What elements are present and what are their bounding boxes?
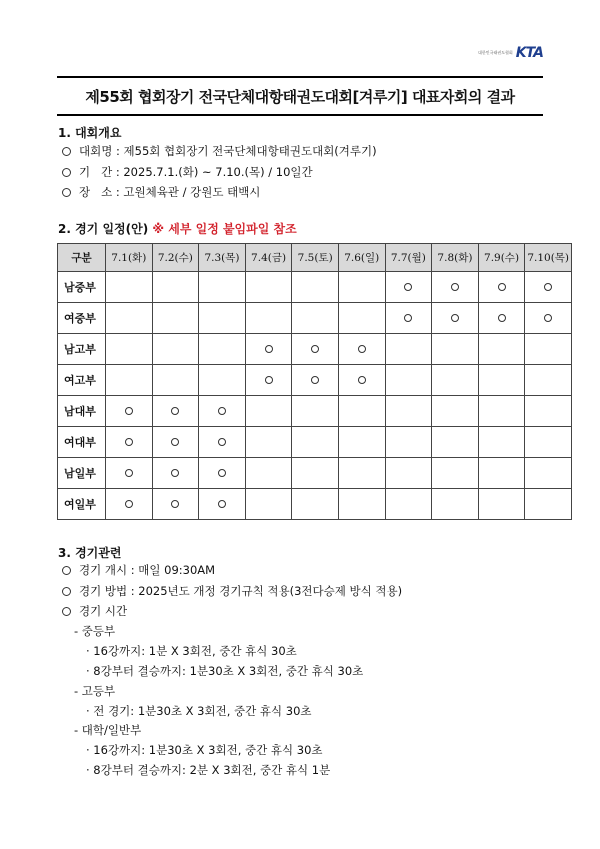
section1-heading: 1. 대회개요 bbox=[58, 126, 122, 140]
group-line: · 16강까지: 1분30초 X 3회전, 중간 휴식 30초 bbox=[86, 743, 323, 757]
circle-mark-icon bbox=[358, 376, 366, 384]
rules-item: 경기 방법 : 2025년도 개정 경기규칙 적용(3전다승제 방식 적용) bbox=[62, 583, 402, 599]
schedule-cell bbox=[292, 334, 339, 365]
column-header-date: 7.6(일) bbox=[338, 244, 385, 272]
schedule-cell bbox=[338, 365, 385, 396]
schedule-cell bbox=[245, 365, 292, 396]
schedule-cell bbox=[338, 427, 385, 458]
column-header-date: 7.5(토) bbox=[292, 244, 339, 272]
schedule-cell bbox=[478, 272, 525, 303]
schedule-cell bbox=[525, 272, 572, 303]
row-label: 남대부 bbox=[58, 396, 106, 427]
schedule-cell bbox=[432, 365, 479, 396]
schedule-cell bbox=[106, 427, 153, 458]
row-label: 여고부 bbox=[58, 365, 106, 396]
table-row bbox=[58, 272, 572, 303]
schedule-cell bbox=[338, 396, 385, 427]
schedule-cell bbox=[292, 272, 339, 303]
schedule-cell bbox=[338, 272, 385, 303]
schedule-cell bbox=[292, 396, 339, 427]
schedule-cell bbox=[106, 365, 153, 396]
circle-bullet-icon bbox=[62, 566, 71, 575]
schedule-cell bbox=[432, 303, 479, 334]
schedule-cell bbox=[106, 303, 153, 334]
schedule-cell bbox=[385, 427, 432, 458]
row-label: 여대부 bbox=[58, 427, 106, 458]
table-row bbox=[58, 334, 572, 365]
circle-bullet-icon bbox=[62, 147, 71, 156]
circle-mark-icon bbox=[125, 500, 133, 508]
overview-item: 장 소 : 고원체육관 / 강원도 태백시 bbox=[62, 184, 260, 200]
section2-heading: 2. 경기 일정(안) ※ 세부 일정 붙임파일 참조 bbox=[58, 222, 297, 236]
schedule-cell bbox=[199, 489, 246, 520]
title-rule-bottom bbox=[57, 114, 543, 116]
schedule-cell bbox=[525, 458, 572, 489]
schedule-cell bbox=[292, 458, 339, 489]
rules-item: 경기 개시 : 매일 09:30AM bbox=[62, 562, 215, 578]
column-header-date: 7.1(화) bbox=[106, 244, 153, 272]
schedule-cell bbox=[152, 272, 199, 303]
schedule-cell bbox=[385, 365, 432, 396]
circle-mark-icon bbox=[311, 345, 319, 353]
circle-mark-icon bbox=[451, 283, 459, 291]
schedule-cell bbox=[525, 427, 572, 458]
schedule-cell bbox=[385, 272, 432, 303]
row-label: 여일부 bbox=[58, 489, 106, 520]
group-name: - 중등부 bbox=[74, 624, 116, 638]
circle-mark-icon bbox=[358, 345, 366, 353]
schedule-cell bbox=[432, 396, 479, 427]
schedule-cell bbox=[245, 303, 292, 334]
schedule-cell bbox=[199, 427, 246, 458]
schedule-cell bbox=[245, 396, 292, 427]
schedule-cell bbox=[152, 427, 199, 458]
schedule-cell bbox=[245, 272, 292, 303]
table-row bbox=[58, 489, 572, 520]
circle-mark-icon bbox=[125, 438, 133, 446]
circle-mark-icon bbox=[218, 500, 226, 508]
row-label: 남일부 bbox=[58, 458, 106, 489]
kta-logo bbox=[478, 44, 543, 62]
schedule-cell bbox=[245, 458, 292, 489]
schedule-cell bbox=[292, 427, 339, 458]
column-header-date: 7.8(화) bbox=[432, 244, 479, 272]
schedule-cell bbox=[385, 458, 432, 489]
circle-bullet-icon bbox=[62, 587, 71, 596]
schedule-cell bbox=[245, 334, 292, 365]
schedule-cell bbox=[106, 458, 153, 489]
schedule-cell bbox=[292, 489, 339, 520]
schedule-cell bbox=[245, 489, 292, 520]
circle-mark-icon bbox=[171, 407, 179, 415]
row-label: 여중부 bbox=[58, 303, 106, 334]
circle-mark-icon bbox=[171, 438, 179, 446]
schedule-cell bbox=[152, 334, 199, 365]
schedule-cell bbox=[152, 489, 199, 520]
schedule-cell bbox=[478, 365, 525, 396]
schedule-cell bbox=[106, 334, 153, 365]
circle-mark-icon bbox=[544, 314, 552, 322]
overview-item: 대회명 : 제55회 협회장기 전국단체대항태권도대회(겨루기) bbox=[62, 143, 377, 159]
page-title: 제55회 협회장기 전국단체대항태권도대회[겨루기] 대표자회의 결과 bbox=[85, 88, 515, 106]
circle-mark-icon bbox=[404, 283, 412, 291]
circle-mark-icon bbox=[498, 314, 506, 322]
schedule-cell bbox=[478, 427, 525, 458]
logo-org-text: 대한민국태권도협회 bbox=[478, 50, 513, 55]
schedule-cell bbox=[385, 303, 432, 334]
circle-mark-icon bbox=[404, 314, 412, 322]
table-row bbox=[58, 303, 572, 334]
column-header-date: 7.9(수) bbox=[478, 244, 525, 272]
section3-heading: 3. 경기관련 bbox=[58, 546, 122, 560]
circle-mark-icon bbox=[218, 438, 226, 446]
schedule-cell bbox=[106, 489, 153, 520]
schedule-note: ※ 세부 일정 붙임파일 참조 bbox=[152, 222, 297, 236]
group-line: · 전 경기: 1분30초 X 3회전, 중간 휴식 30초 bbox=[86, 704, 312, 718]
schedule-cell bbox=[199, 396, 246, 427]
circle-bullet-icon bbox=[62, 607, 71, 616]
schedule-cell bbox=[385, 489, 432, 520]
table-row bbox=[58, 365, 572, 396]
schedule-cell bbox=[106, 396, 153, 427]
schedule-cell bbox=[432, 334, 479, 365]
column-header-date: 7.3(목) bbox=[199, 244, 246, 272]
circle-mark-icon bbox=[218, 469, 226, 477]
logo-mark: KTA bbox=[515, 45, 543, 61]
group-name: - 대학/일반부 bbox=[74, 723, 142, 737]
title-rule-top bbox=[57, 76, 543, 78]
row-label: 남고부 bbox=[58, 334, 106, 365]
schedule-cell bbox=[525, 396, 572, 427]
column-header-date: 7.2(수) bbox=[152, 244, 199, 272]
rules-item: 경기 시간 bbox=[62, 603, 127, 619]
circle-mark-icon bbox=[265, 376, 273, 384]
circle-bullet-icon bbox=[62, 168, 71, 177]
column-header-date: 7.4(금) bbox=[245, 244, 292, 272]
schedule-cell bbox=[152, 365, 199, 396]
group-line: · 8강부터 결승까지: 1분30초 X 3회전, 중간 휴식 30초 bbox=[86, 664, 364, 678]
schedule-cell bbox=[292, 303, 339, 334]
circle-mark-icon bbox=[125, 407, 133, 415]
circle-mark-icon bbox=[171, 469, 179, 477]
schedule-cell bbox=[432, 489, 479, 520]
schedule-cell bbox=[525, 489, 572, 520]
schedule-cell bbox=[385, 396, 432, 427]
schedule-cell bbox=[338, 458, 385, 489]
column-header-category: 구분 bbox=[58, 244, 106, 272]
schedule-cell bbox=[478, 489, 525, 520]
circle-bullet-icon bbox=[62, 188, 71, 197]
schedule-cell bbox=[432, 272, 479, 303]
circle-mark-icon bbox=[265, 345, 273, 353]
schedule-cell bbox=[106, 272, 153, 303]
schedule-cell bbox=[338, 489, 385, 520]
column-header-date: 7.10(목) bbox=[525, 244, 572, 272]
table-header-row bbox=[58, 244, 572, 272]
group-line: · 16강까지: 1분 X 3회전, 중간 휴식 30초 bbox=[86, 644, 297, 658]
circle-mark-icon bbox=[498, 283, 506, 291]
column-header-date: 7.7(월) bbox=[385, 244, 432, 272]
schedule-cell bbox=[199, 458, 246, 489]
schedule-cell bbox=[199, 272, 246, 303]
schedule-cell bbox=[525, 303, 572, 334]
schedule-cell bbox=[385, 334, 432, 365]
schedule-cell bbox=[292, 365, 339, 396]
group-name: - 고등부 bbox=[74, 684, 116, 698]
schedule-cell bbox=[152, 303, 199, 334]
schedule-cell bbox=[338, 334, 385, 365]
row-label: 남중부 bbox=[58, 272, 106, 303]
table-row bbox=[58, 427, 572, 458]
circle-mark-icon bbox=[218, 407, 226, 415]
circle-mark-icon bbox=[125, 469, 133, 477]
schedule-cell bbox=[245, 427, 292, 458]
schedule-cell bbox=[525, 334, 572, 365]
table-row bbox=[58, 396, 572, 427]
schedule-cell bbox=[199, 334, 246, 365]
circle-mark-icon bbox=[544, 283, 552, 291]
schedule-cell bbox=[199, 365, 246, 396]
schedule-cell bbox=[478, 396, 525, 427]
schedule-cell bbox=[152, 396, 199, 427]
circle-mark-icon bbox=[171, 500, 179, 508]
schedule-cell bbox=[432, 427, 479, 458]
group-line: · 8강부터 결승까지: 2분 X 3회전, 중간 휴식 1분 bbox=[86, 763, 331, 777]
schedule-cell bbox=[199, 303, 246, 334]
schedule-table bbox=[57, 243, 572, 520]
circle-mark-icon bbox=[311, 376, 319, 384]
schedule-cell bbox=[525, 365, 572, 396]
table-row bbox=[58, 458, 572, 489]
schedule-cell bbox=[432, 458, 479, 489]
schedule-cell bbox=[478, 458, 525, 489]
schedule-cell bbox=[478, 334, 525, 365]
schedule-cell bbox=[152, 458, 199, 489]
overview-item: 기 간 : 2025.7.1.(화) ~ 7.10.(목) / 10일간 bbox=[62, 164, 313, 180]
schedule-cell bbox=[478, 303, 525, 334]
circle-mark-icon bbox=[451, 314, 459, 322]
schedule-cell bbox=[338, 303, 385, 334]
